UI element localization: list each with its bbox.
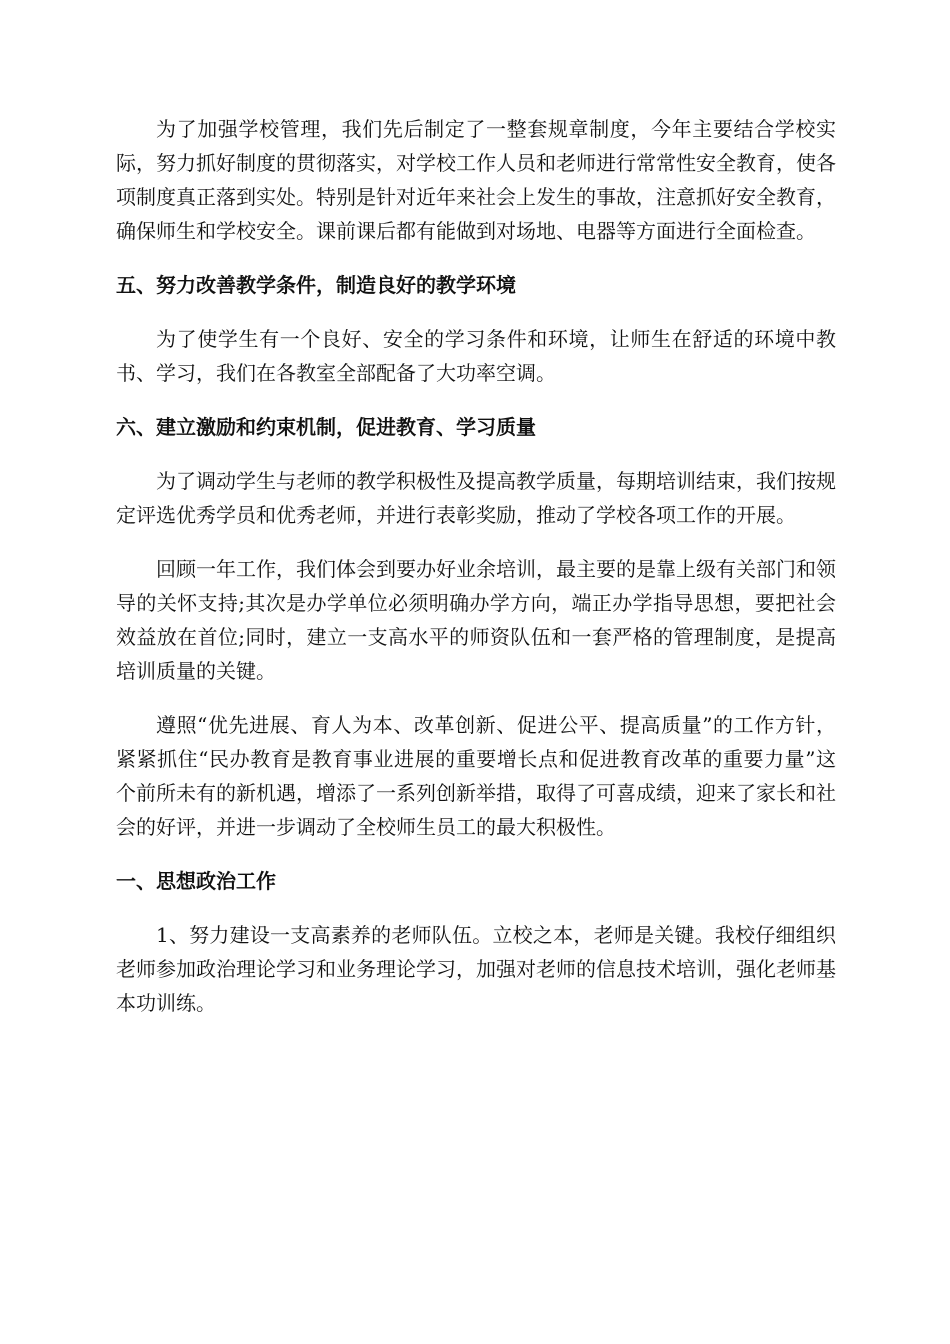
paragraph-incentive-mechanism: 为了调动学生与老师的教学积极性及提高教学质量，每期培训结束，我们按规定评选优秀学员和优秀老师，并进行表彰奖励，推动了学校各项工作的开展。 (116, 469, 836, 527)
paragraph-guiding-policy: 遵照“优先进展、育人为本、改革创新、促进公平、提高质量”的工作方针，紧紧抓住“民办教育是教育事业进展的重要增长点和促进教育改革的重要力量”这个前所未有的新机遇，增添了一系列创新举措，取得了可喜成绩，迎来了家长和社会的好评，并进一步调动了全校师生员工的最大积极性。 (116, 713, 836, 839)
paragraph-teaching-conditions: 为了使学生有一个良好、安全的学习条件和环境，让师生在舒适的环境中教书、学习，我们在各教室全部配备了大功率空调。 (116, 327, 836, 385)
document-page (116, 112, 836, 1040)
heading-section-six: 六、建立激励和约束机制，促进教育、学习质量 (116, 415, 536, 439)
heading-section-one: 一、思想政治工作 (116, 869, 276, 893)
paragraph-school-management-rules: 为了加强学校管理，我们先后制定了一整套规章制度，今年主要结合学校实际，努力抓好制度的贯彻落实，对学校工作人员和老师进行常常性安全教育，使各项制度真正落到实处。特别是针对近年来社会上发生的事故，注意抓好安全教育，确保师生和学校安全。课前课后都有能做到对场地、电器等方面进行全面检查。 (116, 117, 836, 243)
heading-section-five: 五、努力改善教学条件，制造良好的教学环境 (116, 273, 516, 297)
paragraph-teacher-team: 1、努力建设一支高素养的老师队伍。立校之本，老师是关键。我校仔细组织老师参加政治理论学习和业务理论学习，加强对老师的信息技术培训，强化老师基本功训练。 (116, 923, 836, 1015)
paragraph-year-review: 回顾一年工作，我们体会到要办好业余培训，最主要的是靠上级有关部门和领导的关怀支持;其次是办学单位必须明确办学方向，端正办学指导思想，要把社会效益放在首位;同时，建立一支高水平的师资队伍和一套严格的管理制度，是提高培训质量的关键。 (116, 557, 836, 683)
